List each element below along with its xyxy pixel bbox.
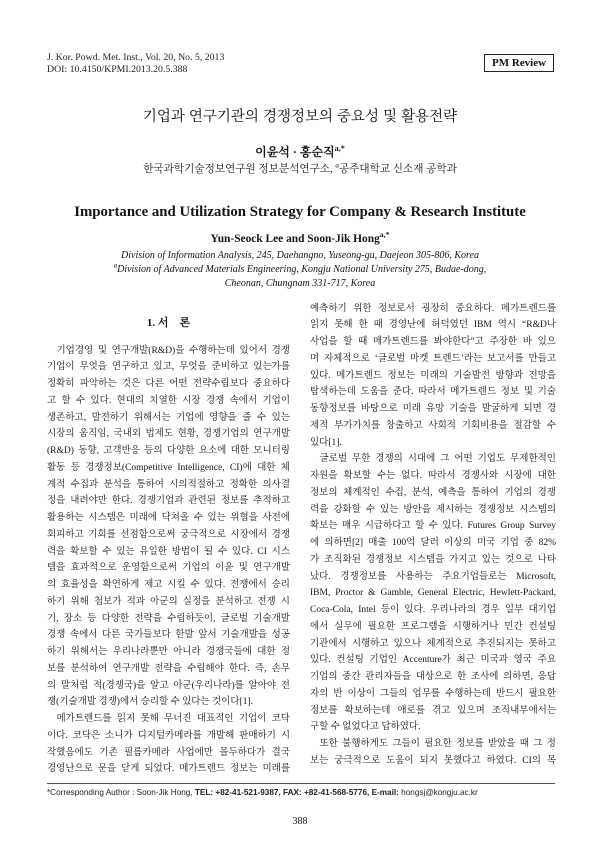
body-line: 며 자체적으로 ‘글로벌 마켓 트렌드’라는 보고서를 만들고 bbox=[310, 353, 556, 364]
doi: DOI: 10.4150/KPMI.2013.20.5.388 bbox=[47, 64, 188, 75]
body-line: 정보를 확보하는데 애로를 겪고 있으며 조직내부에서는 bbox=[310, 705, 556, 716]
body-line: 회피하고 기회를 선점함으로써 궁극적으로 시장에서 경쟁 bbox=[47, 529, 290, 540]
tel-label: TEL: bbox=[194, 788, 214, 797]
body-line: 경영난으로 문을 닫게 되었다. 메가트렌드 정보는 미래를 bbox=[47, 764, 290, 775]
body-line: 력을 확보할 수 있는 유일한 방법이 될 수 있다. CI 시스 bbox=[47, 546, 290, 557]
body-line: 기업의 중간 관리자들을 대상으로 한 조사에 의하면, 응답 bbox=[310, 672, 556, 683]
english-affiliation-line: Division of Information Analysis, 245, Daehangno, Yuseong-gu, Daejeon 305-806, Korea bbox=[121, 250, 479, 261]
body-line: 에 의하면[2] 매출 100억 달러 이상의 미국 기업 중 82% bbox=[310, 538, 556, 549]
korean-title: 기업과 연구기관의 경쟁정보의 중요성 및 활용전략 bbox=[142, 109, 458, 125]
english-affiliation-line: Cheonan, Chungnam 331-717, Korea bbox=[224, 278, 376, 289]
body-line: 의 말처럼 적(경쟁국)을 알고 아군(우리나라)를 알아야 전 bbox=[47, 680, 290, 691]
body-line: 글로벌 무한 경쟁의 시대에 그 어떤 기업도 무제한적인 bbox=[319, 454, 556, 465]
right-column bbox=[310, 301, 556, 770]
body-line: 사업을 할 때 메가트렌드를 봐야한다”고 주장한 바 있으 bbox=[310, 337, 556, 348]
body-line: 읽지 못해 한 때 경영난에 허덕였던 IBM 역시 “R&D나 bbox=[310, 320, 556, 331]
article-type-badge: PM Review bbox=[484, 54, 554, 72]
body-line: 났다. 경쟁정보를 사용하는 주요기업들로는 Microsoft, bbox=[310, 571, 556, 582]
body-line: 이다. 코닥은 소니가 디지털카메라를 개발해 판매하기 시 bbox=[47, 730, 290, 741]
body-line: 기업경영 및 연구개발(R&D)을 수행하는데 있어서 경쟁 bbox=[56, 345, 290, 356]
body-line: 활용하는 시스템은 미래에 닥쳐올 수 있는 위협을 사전에 bbox=[47, 513, 290, 524]
body-line: 제적 부가가치를 창출하고 사회적 기회비용을 절감할 수 bbox=[310, 420, 556, 431]
body-line: 기, 장소 등 다양한 전략을 수립하듯이, 글로벌 기술개발 bbox=[47, 613, 290, 624]
left-column bbox=[47, 343, 290, 779]
journal-citation: J. Kor. Powd. Met. Inst., Vol. 20, No. 5, 2013 bbox=[47, 52, 225, 63]
english-affiliation-line bbox=[30, 264, 570, 276]
body-line: 기관에서 시행하고 있으나 체계적으로 추진되지는 못하고 bbox=[310, 638, 556, 649]
body-line: 또한 불행하게도 그들이 필요한 정보를 받았을 때 그 정 bbox=[319, 739, 556, 750]
korean-author-names: 이윤석 · 홍순직 bbox=[255, 145, 335, 159]
email-label: E-mail: bbox=[371, 788, 399, 797]
body-line: 쟁(기술개발 경쟁)에서 승리할 수 있다는 것이다[1]. bbox=[47, 697, 254, 708]
body-line: 하기 위해서는 우리나라뿐만 아니라 경쟁국들에 대한 정 bbox=[47, 647, 290, 658]
body-line: 력을 강화할 수 있는 방안을 제시하는 경쟁정보 시스템의 bbox=[310, 504, 556, 515]
body-line: (R&D) 동향, 고객반응 등의 다양한 요소에 대한 모니터링 bbox=[47, 446, 290, 457]
body-line: 구할 수 없었다고 답하였다. bbox=[310, 722, 421, 733]
paragraph bbox=[310, 451, 556, 736]
page-number: 388 bbox=[292, 816, 308, 827]
body-line: IBM, Proctor & Gamble, General Electric, Hewlett-Packard, bbox=[310, 588, 556, 599]
body-line: 에서 실무에 필요한 프로그램을 시행하거나 민간 컨설팅 bbox=[310, 621, 556, 632]
body-line: 시장의 움직임, 국내외 법제도 현황, 경쟁기업의 연구개발 bbox=[47, 429, 290, 440]
body-line: 정보의 체계적인 수집, 분석, 예측을 통하여 기업의 경쟁 bbox=[310, 487, 556, 498]
body-line: 보는 궁극적으로 도움이 되지 못했다고 하였다. CI의 목 bbox=[310, 755, 556, 766]
english-title: Importance and Utilization Strategy for Company & Research Institute bbox=[74, 204, 526, 220]
body-line: 확보는 매우 시급하다고 할 수 있다. Futures Group Survey bbox=[310, 521, 556, 532]
body-line: 탐색하는데 도움을 준다. 따라서 메가트렌드 정보 및 기술 bbox=[310, 387, 556, 398]
english-author-names: Yun-Seock Lee and Soon-Jik Hong bbox=[210, 233, 380, 245]
body-line: 가 조직화된 경쟁정보 시스템을 가지고 있는 것으로 나타 bbox=[310, 554, 556, 565]
tel-number: +82-41-521-9387, bbox=[215, 788, 281, 797]
body-line: 메가트렌드를 읽지 못해 무너진 대표적인 기업이 코닥 bbox=[56, 714, 290, 725]
body-line: 하기 위해 첩보가 적과 아군의 실정을 분석하고 전쟁 시 bbox=[47, 596, 290, 607]
body-line: 있다. 메가트렌드 정보는 미래의 기술발전 방향과 전망을 bbox=[310, 370, 556, 381]
paragraph bbox=[310, 736, 556, 770]
korean-affiliation bbox=[30, 163, 570, 177]
corresponding-author-footnote bbox=[47, 787, 555, 798]
body-line: 자의 반 이상이 그들의 업무를 수행하는데 반드시 필요한 bbox=[310, 688, 556, 699]
english-author-mark: a,* bbox=[379, 232, 390, 240]
body-line: 있다[1]. bbox=[310, 437, 342, 448]
body-line: 기업이 무엇을 연구하고 있고, 무엇을 준비하고 있는가를 bbox=[47, 362, 290, 373]
body-line: 보를 분석하여 연구개발 전략을 수립해야 한다. 즉, 손무 bbox=[47, 663, 290, 674]
paragraph bbox=[47, 343, 290, 712]
body-line: Coca-Cola, Intel 등이 있다. 우리나라의 경우 일부 대기업 bbox=[310, 605, 556, 616]
footnote-rule bbox=[47, 783, 555, 784]
body-line: 고 할 수 있다. 현대의 치열한 시장 경쟁 속에서 기업이 bbox=[47, 395, 290, 406]
body-line: 경쟁 속에서 다른 국가들보다 한발 앞서 기술개발을 성공 bbox=[47, 630, 290, 641]
paragraph bbox=[310, 301, 556, 452]
body-line: 활동 등 경쟁정보(Competitive Intelligence, CI)에 대한 체 bbox=[47, 462, 290, 473]
korean-authors bbox=[30, 144, 570, 160]
english-authors bbox=[30, 232, 570, 247]
email-address: hongsj@kongju.ac.kr bbox=[401, 788, 478, 797]
english-affiliation-text: Division of Advanced Materials Engineering, Kongju National University 275, Budae-dong, bbox=[117, 264, 487, 275]
korean-affiliation-mark: a bbox=[335, 163, 339, 170]
body-line: 생존하고, 발전하기 위해서는 기업에 영향을 줄 수 있는 bbox=[47, 412, 290, 423]
body-line: 정확히 파악하는 것은 다른 어떤 전략수립보다 중요하다 bbox=[47, 379, 290, 390]
footnote-lead: *Corresponding Author : Soon-Jik Hong, bbox=[47, 788, 193, 797]
fax-label: FAX: bbox=[283, 788, 302, 797]
body-line: 정을 내려야만 한다. 경쟁기업과 관련된 정보를 추적하고 bbox=[47, 496, 290, 507]
korean-affiliation-first: 한국과학기술정보연구원 정보분석연구소, bbox=[143, 164, 333, 175]
section-heading: 1. 서 론 bbox=[146, 317, 191, 329]
korean-affiliation-second: 공주대학교 신소재 공학과 bbox=[338, 164, 457, 175]
body-line: 있다. 컨설팅 기업인 Accenture가 최근 미국과 영국 주요 bbox=[310, 655, 556, 666]
body-line: 계적 수집과 분석을 통하여 시의적절하고 정확한 의사결 bbox=[47, 479, 290, 490]
body-line: 자원을 확보할 수는 없다. 따라서 경쟁사와 시장에 대한 bbox=[310, 471, 556, 482]
body-line: 템을 효과적으로 운영함으로써 기업의 이윤 및 연구개발 bbox=[47, 563, 290, 574]
paragraph bbox=[47, 711, 290, 778]
body-line: 동향정보를 바탕으로 미래 유망 기술을 발굴하게 되면 경 bbox=[310, 404, 556, 415]
body-line: 예측하기 위한 정보로서 굉장히 중요하다. 메가트렌드를 bbox=[310, 303, 556, 314]
body-line: 의 효율성을 확연하게 제고 시킬 수 있다. 전쟁에서 승리 bbox=[47, 580, 290, 591]
body-line: 작했음에도 기존 필름카메라 사업에만 몰두하다가 결국 bbox=[47, 747, 290, 758]
english-affiliation-mark: a bbox=[113, 264, 118, 270]
fax-number: +82-41-568-5776, bbox=[303, 788, 370, 797]
korean-author-mark: a,* bbox=[334, 144, 345, 153]
